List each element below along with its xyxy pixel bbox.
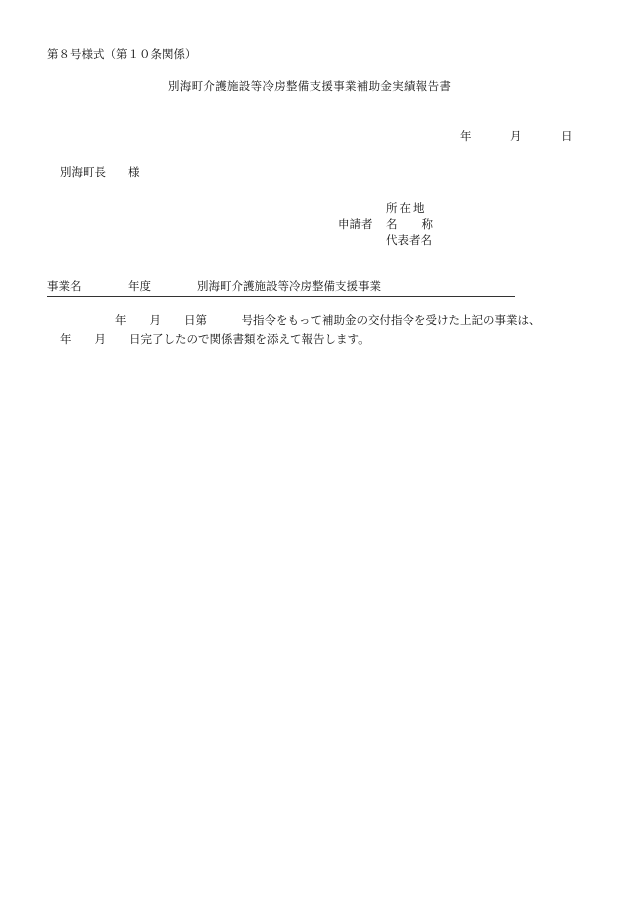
applicant-address-label: 所在地 — [386, 201, 427, 215]
project-line — [47, 281, 515, 297]
body-text-line-1: 年 月 日第 号指令をもって補助金の交付指令を受けた上記の事業は、 — [115, 313, 541, 327]
addressee-honorific: 様 — [128, 165, 140, 179]
project-label: 事業名 — [47, 279, 82, 293]
addressee — [60, 167, 140, 179]
applicant-name-label-part1: 名 — [386, 217, 398, 231]
applicant-name-label-part2: 称 — [421, 217, 433, 231]
applicant-name-label — [386, 219, 433, 231]
date-month-label: 月 — [510, 129, 522, 143]
document-title: 別海町介護施設等冷房整備支援事業補助金実績報告書 — [168, 79, 452, 93]
addressee-name: 別海町長 — [60, 165, 106, 179]
project-name: 別海町介護施設等冷房整備支援事業 — [197, 279, 381, 293]
form-number: 第８号様式（第１０条関係） — [47, 47, 197, 61]
applicant-representative-label: 代表者名 — [386, 233, 432, 247]
project-year-label: 年度 — [128, 279, 151, 293]
applicant-label: 申請者 — [338, 217, 373, 231]
date-day-label: 日 — [561, 129, 573, 143]
body-text-line-2: 年 月 日完了したので関係書類を添えて報告します。 — [60, 332, 370, 346]
date-year-label: 年 — [460, 129, 472, 143]
